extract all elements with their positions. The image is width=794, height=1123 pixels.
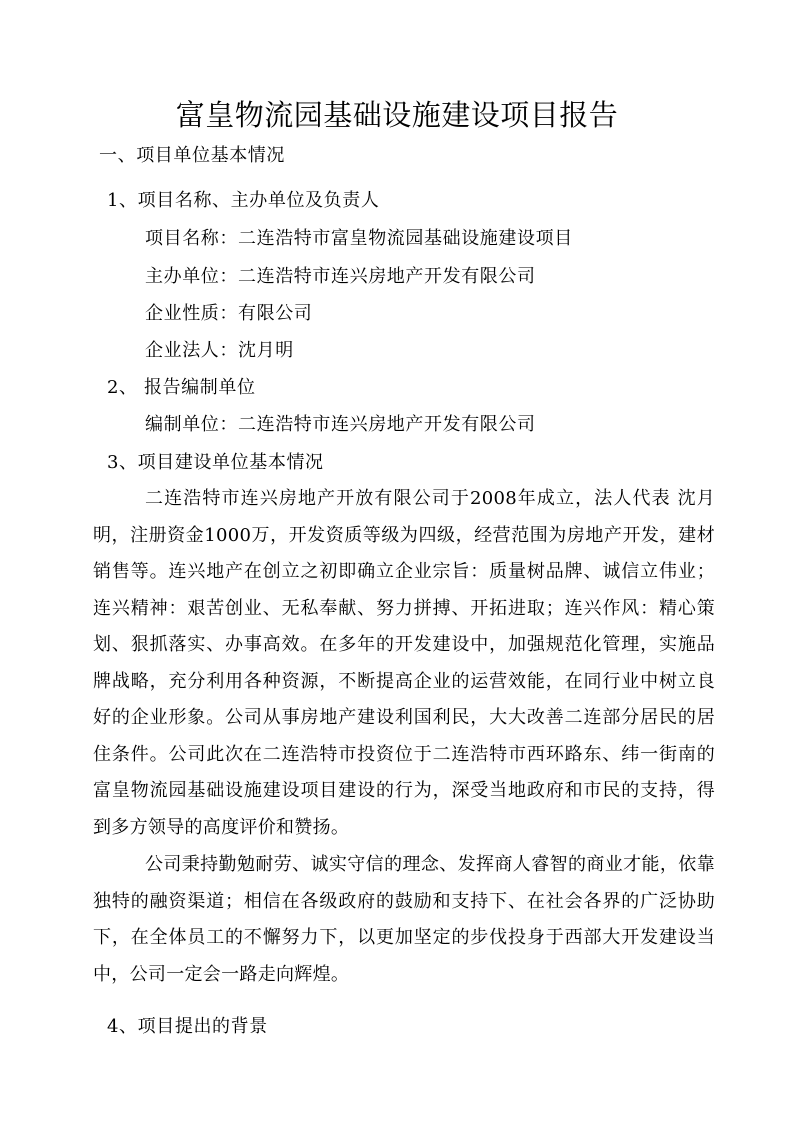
company-overview-paragraph: 二连浩特市连兴房地产开放有限公司于2008年成立，法人代表 沈月明，注册资金1000万，开发资质等级为四级，经营范围为房地产开发，建材销售等。连兴地产在创立之初即确立企业宗旨：质量树品牌、诚信立伟业；连兴精神：艰苦创业、无私奉献、努力拼搏、开拓进取；连兴作风：精心策划、狠抓落实、办事高效。在多年的开发建设中，加强规范化管理，实施品牌战略，充分利用各种资源，不断提高企业的运营效能，在同行业中树立良好的企业形象。公司从事房地产建设利国利民，大大改善二连部分居民的居住条件。公司此次在二连浩特市投资位于二连浩特市西环路东、纬一街南的富皇物流园基础设施建设项目建设的行为，深受当地政府和市民的支持，得到多方领导的高度评价和赞扬。 bbox=[93, 488, 715, 838]
section-heading-1: 一、项目单位基本情况 bbox=[99, 145, 285, 166]
subsection-heading-4: 4、项目提出的背景 bbox=[107, 1016, 268, 1037]
project-name-field: 项目名称：二连浩特市富皇物流园基础设施建设项目 bbox=[145, 228, 573, 249]
subsection-heading-2: 2、 报告编制单位 bbox=[107, 377, 256, 398]
compiler-field: 编制单位：二连浩特市连兴房地产开发有限公司 bbox=[145, 414, 536, 435]
enterprise-nature-field: 企业性质：有限公司 bbox=[145, 303, 313, 324]
document-title: 富皇物流园基础设施建设项目报告 bbox=[175, 98, 619, 132]
subsection-heading-1: 1、项目名称、主办单位及负责人 bbox=[107, 190, 380, 211]
organizer-field: 主办单位：二连浩特市连兴房地产开发有限公司 bbox=[145, 266, 536, 287]
legal-representative-field: 企业法人：沈月明 bbox=[145, 340, 294, 361]
subsection-heading-3: 3、项目建设单位基本情况 bbox=[107, 452, 324, 473]
company-vision-paragraph: 公司秉持勤勉耐劳、诚实守信的理念、发挥商人睿智的商业才能，依靠独特的融资渠道；相信在各级政府的鼓励和支持下、在社会各界的广泛协助下，在全体员工的不懈努力下，以更加坚定的步伐投身于西部大开发建设当中，公司一定会一路走向辉煌。 bbox=[93, 854, 715, 985]
